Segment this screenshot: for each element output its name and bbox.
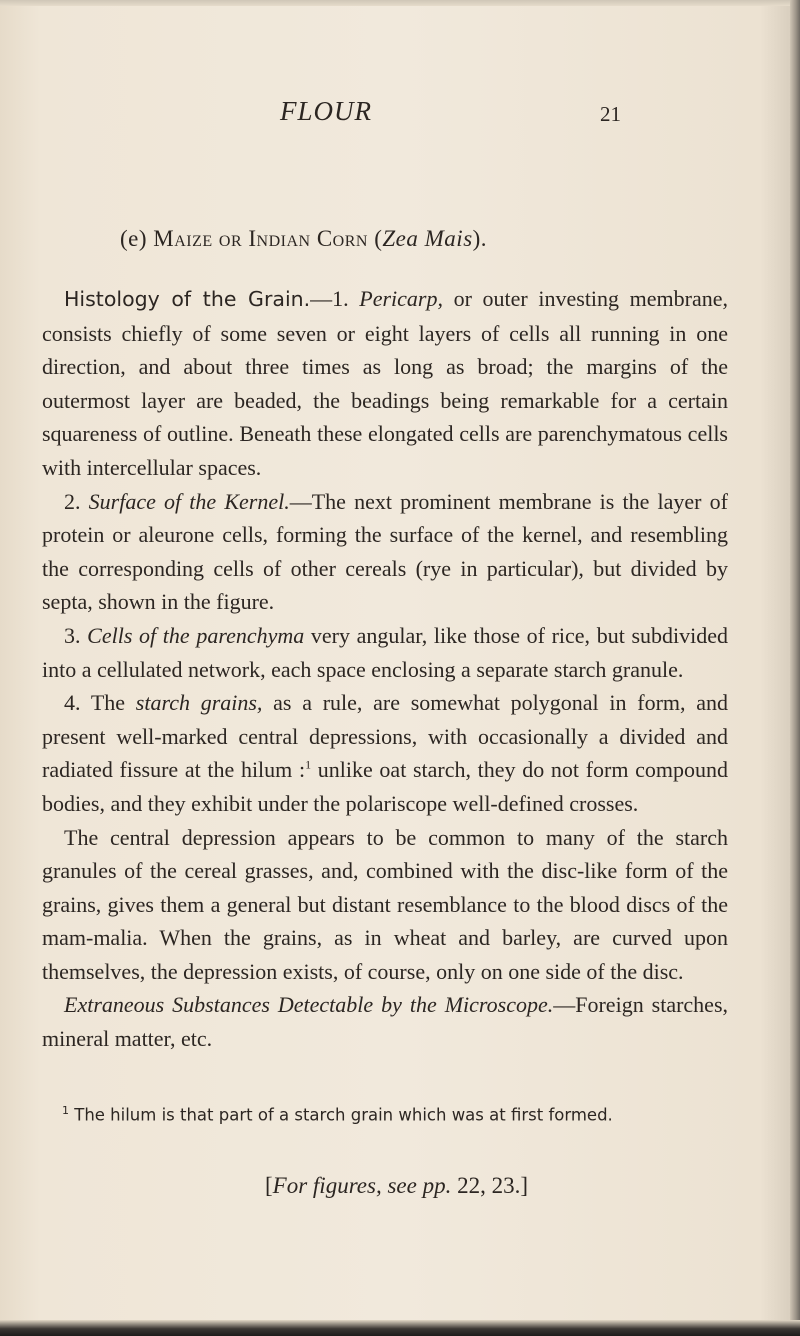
latin-name: Zea Mais — [382, 226, 473, 251]
page-top-edge — [0, 0, 800, 6]
footnote-reference[interactable]: 1 — [305, 757, 312, 772]
running-head-title: FLOUR — [280, 96, 372, 126]
term-surface-kernel: Surface of the Kernel. — [88, 488, 290, 514]
section-title-text: Maize or Indian Corn — [153, 226, 368, 251]
page-bottom-edge — [0, 1320, 800, 1336]
footnote-mark: 1 — [62, 1104, 69, 1117]
term-pericarp: Pericarp, — [359, 286, 443, 311]
paragraph-extraneous — [0, 988, 728, 1055]
latin-close: ). — [472, 226, 488, 251]
term-starch-grains: starch grains, — [135, 690, 263, 716]
p1-text: or outer investing membrane, consists chiefly of some seven or eight layers of cells all running in one direction, and about three times as long as broad; the margins of the outermost layer are beaded, the beadings being remarkable for a certain squareness of outline. Beneath these elongated cells are parenchymatous cells with intercellular spaces. — [42, 286, 729, 480]
xref-pages: 22, 23. — [457, 1173, 521, 1198]
p4-text-b: unlike oat starch, they do not form compound bodies, and they exhibit under the polariscope well-defined crosses. — [42, 757, 729, 816]
p2-text: —The next prominent membrane is the layer of protein or aleurone cells, forming the surface of the kernel, and resembling the corresponding cells of other cereals (rye in particular), but divided by septa, shown in the figure. — [42, 488, 728, 615]
p5-text: The central depression appears to be common to many of the starch granules of the cereal grasses, and, combined with the disc-like form of the grains, gives them a general but distant resemblance to the blood discs of the mam-malia. When the grains, as in wheat and barley, are curved upon themselves, the depression exists, of course, only on one side of the disc. — [42, 824, 728, 984]
running-head — [0, 92, 800, 132]
p4-text-a: as a rule, are somewhat polygonal in form, and present well-marked central depressions, with occasionally a divided and radiated fissure at the hilum : — [42, 690, 729, 783]
term-extraneous: Extraneous Substances Detectable by the Microscope. — [64, 992, 554, 1018]
body-text — [0, 282, 800, 1056]
p1-number: —1. — [310, 286, 349, 311]
p3-number: 3. — [64, 622, 81, 648]
page-number: 21 — [600, 102, 621, 126]
term-parenchyma: Cells of the parenchyma — [87, 622, 305, 648]
p3-text: very angular, like those of rice, but subdivided into a cellulated network, each space enclosing a separate starch granule. — [42, 622, 729, 682]
p2-number: 2. — [64, 488, 81, 514]
paragraph-parenchyma — [0, 619, 728, 686]
paragraph-surface — [0, 485, 728, 619]
paragraph-starch — [0, 686, 728, 820]
subheading-histology: Histology of the Grain. — [64, 287, 311, 311]
section-prefix: (e) — [120, 226, 148, 251]
p4-number: 4. The — [64, 690, 126, 716]
section-title — [120, 226, 760, 252]
xref-close: ] — [520, 1173, 528, 1198]
paragraph-pericarp — [0, 282, 728, 485]
footnote — [42, 1104, 742, 1125]
xref-open: [ — [265, 1173, 273, 1198]
p6-text: —Foreign starches, mineral matter, etc. — [42, 992, 729, 1052]
xref-term: For figures, see pp. — [272, 1173, 452, 1198]
figure-cross-reference — [265, 1173, 665, 1199]
latin-open: ( — [374, 226, 383, 251]
footnote-text: The hilum is that part of a starch grain which was at first formed. — [74, 1105, 613, 1125]
paragraph-depression — [0, 821, 728, 989]
